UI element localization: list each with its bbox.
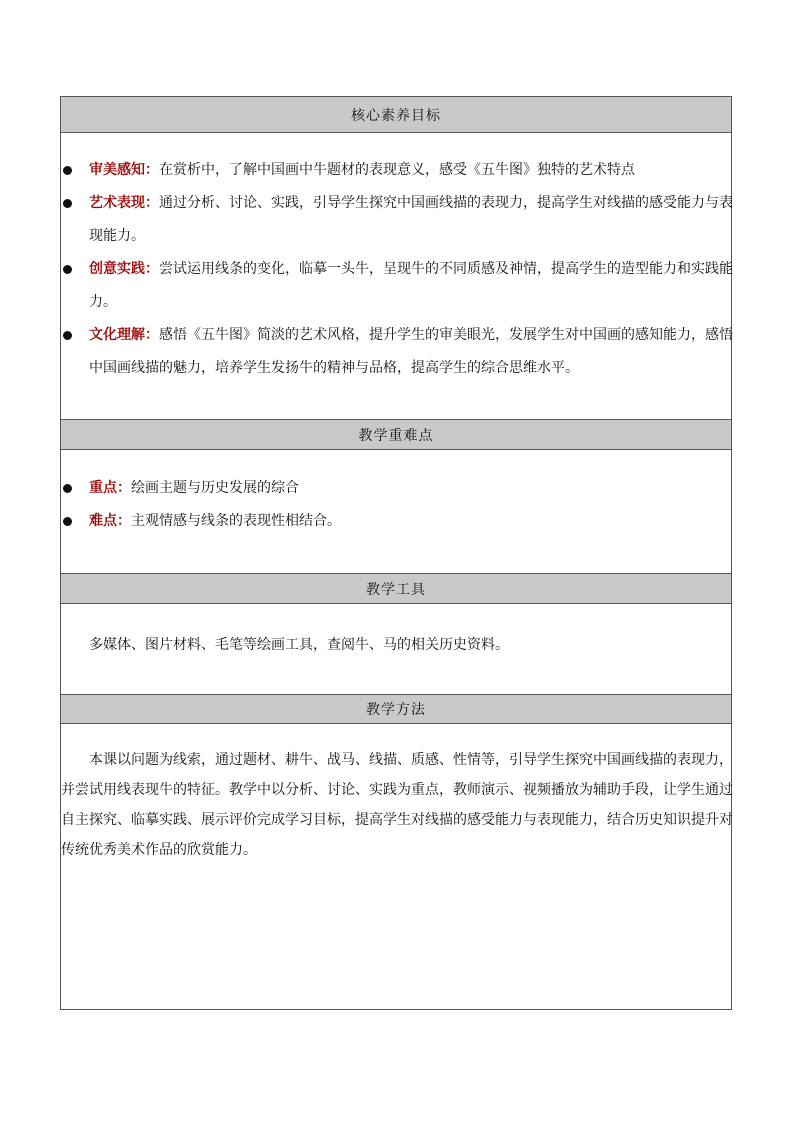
bullet-dot-icon — [63, 199, 72, 208]
section-header-tools — [61, 573, 731, 604]
item-label: 难点： — [89, 513, 131, 529]
section-header-key-points — [61, 419, 731, 450]
bullet-dot-icon — [63, 484, 72, 493]
section-title: 核心素养目标 — [351, 107, 441, 124]
bullet-dot-icon — [63, 166, 72, 175]
item-text: 绘画主题与历史发展的综合 — [131, 480, 299, 496]
section-title: 教学工具 — [366, 581, 426, 598]
item-label: 文化理解： — [89, 327, 159, 343]
item-label: 审美感知： — [89, 162, 159, 178]
item-text: 感悟《五牛图》简淡的艺术风格，提升学生的审美眼光，发展学生对中国画的感知能力，感悟中国画线描的魅力，培养学生发扬牛的精神与品格，提高学生的综合思维水平。 — [89, 327, 733, 376]
section-title: 教学重难点 — [358, 427, 434, 444]
item-text: 在赏析中，了解中国画中牛题材的表现意义，感受《五牛图》独特的艺术特点 — [159, 162, 635, 178]
item-text: 尝试运用线条的变化，临摹一头牛，呈现牛的不同质感及神情，提高学生的造型能力和实践能力。 — [89, 261, 733, 310]
item-label: 重点： — [89, 480, 131, 496]
item-label: 艺术表现： — [89, 195, 159, 211]
bullet-dot-icon — [63, 265, 72, 274]
bullet-dot-icon — [63, 331, 72, 340]
methods-paragraph: 本课以问题为线索，通过题材、耕牛、战马、线描、质感、性情等，引导学生探究中国画线描的表现力，并尝试用线表现牛的特征。教学中以分析、讨论、实践为重点，教师演示、视频播放为辅助手段，让学生通过自主探究、临摹实践、展示评价完成学习目标，提高学生对线描的感受能力与表现能力，结合历史知识提升对传统优秀美术作品的欣赏能力。 — [61, 752, 733, 858]
tools-paragraph: 多媒体、图片材料、毛笔等绘画工具，查阅牛、马的相关历史资料。 — [89, 637, 509, 653]
section-header-core-goals — [61, 97, 731, 133]
bullet-dot-icon — [63, 517, 72, 526]
item-text: 通过分析、讨论、实践，引导学生探究中国画线描的表现力，提高学生对线描的感受能力与表现能力。 — [89, 195, 733, 244]
lesson-plan-table — [60, 96, 732, 1010]
section-title: 教学方法 — [366, 702, 426, 718]
section-header-methods — [61, 694, 731, 724]
item-label: 创意实践： — [89, 261, 159, 277]
item-text: 主观情感与线条的表现性相结合。 — [131, 513, 341, 529]
